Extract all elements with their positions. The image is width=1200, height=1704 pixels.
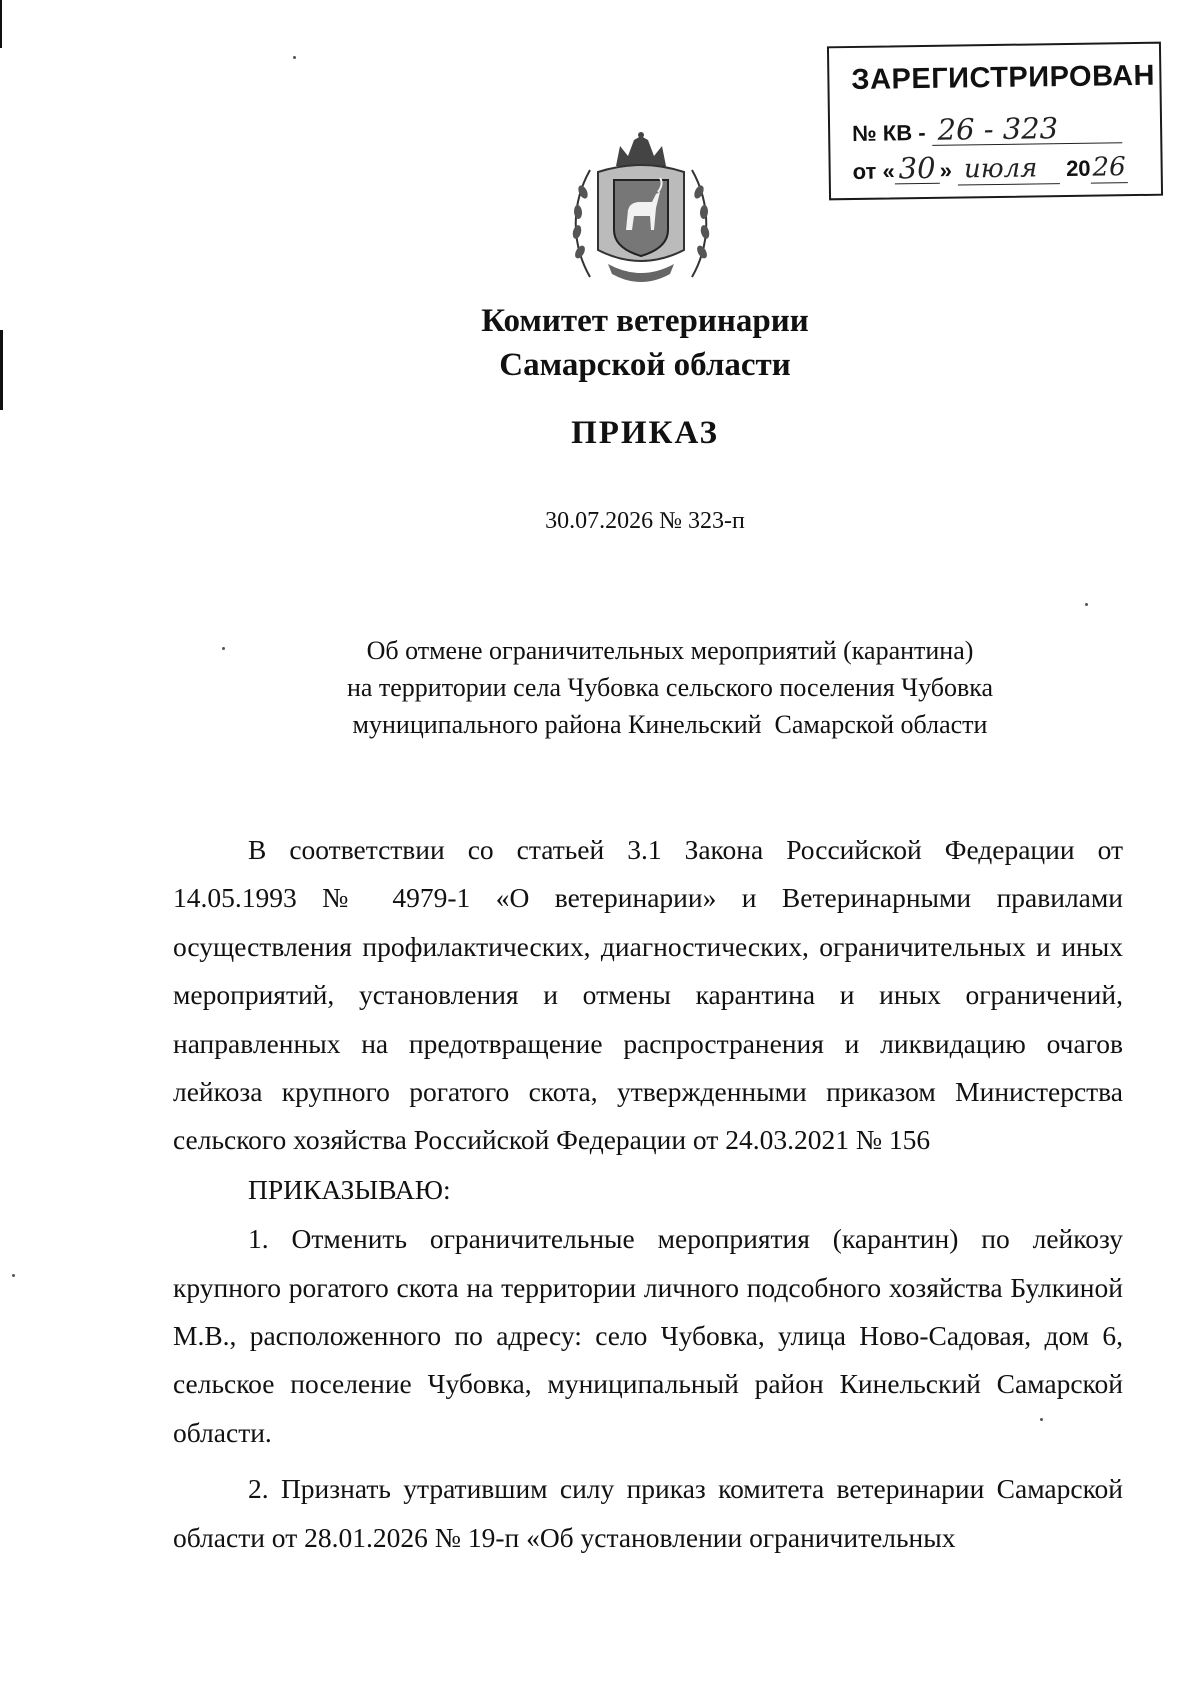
stamp-date-year: 26 xyxy=(1090,152,1128,184)
scan-speck xyxy=(293,56,296,59)
stamp-date-month: июля xyxy=(958,153,1060,185)
scan-speck xyxy=(222,647,225,650)
stamp-date-line xyxy=(852,150,1127,187)
samara-coat-of-arms-icon xyxy=(568,132,714,292)
document-title xyxy=(290,632,1050,743)
title-line: муниципального района Кинельский Самарской области xyxy=(352,710,988,739)
scan-speck xyxy=(1085,603,1088,606)
scan-margin-mark xyxy=(0,0,2,48)
stamp-number-label: № КВ - xyxy=(851,119,926,146)
stamp-date-prefix: от « xyxy=(852,158,895,184)
title-line: Об отмене ограничительных мероприятий (карантина) xyxy=(366,636,974,665)
registration-stamp xyxy=(827,42,1163,201)
preamble-paragraph: В соответствии со статьей 3.1 Закона Российской Федерации от 14.05.1993 № 4979-1 «О ветеринарии» и Ветеринарными правилами осуществления профилактических, диагностических, ограничительных и иных мероприятий, установления и отмены карантина и иных ограничений, направленных на предотвращение распространения и ликвидацию очагов лейкоза крупного рогатого скота, утвержденными приказом Министерства сельского хозяйства Российской Федерации от 24.03.2021 № 156 xyxy=(173,834,1123,1156)
decree-word: ПРИКАЗЫВАЮ: xyxy=(248,1173,451,1205)
document-type: ПРИКАЗ xyxy=(571,415,719,451)
order-item-1: 1. Отменить ограничительные мероприятия (карантин) по лейкозу крупного рогатого скота на территории личного подсобного хозяйства Булкиной М.В., расположенного по адресу: село Чубовка, улица Ново-Садовая, дом 6, сельское поселение Чубовка, муниципальный район Кинельский Самарской области. xyxy=(173,1223,1123,1448)
stamp-date-day: 30 xyxy=(894,153,939,185)
title-line: на территории села Чубовка сельского поселения Чубовка xyxy=(346,673,994,702)
organization-name-line1: Комитет ветеринарии xyxy=(481,303,809,339)
stamp-date-year-prefix: 20 xyxy=(1065,155,1091,182)
document-body xyxy=(173,826,1123,1562)
stamp-number-value: 26 - 323 xyxy=(931,112,1121,146)
stamp-date-mid: » xyxy=(939,157,953,183)
stamp-number-line xyxy=(852,112,1122,147)
scan-speck xyxy=(12,1274,15,1277)
document-date-number: 30.07.2026 № 323-п xyxy=(545,508,745,534)
organization-name-line2: Самарской области xyxy=(499,347,791,383)
stamp-title: ЗАРЕГИСТРИРОВАН xyxy=(851,59,1156,96)
order-item-2: 2. Признать утратившим силу приказ комитета ветеринарии Самарской области от 28.01.2026 № 19-п «Об установлении ограничительных xyxy=(173,1473,1123,1553)
